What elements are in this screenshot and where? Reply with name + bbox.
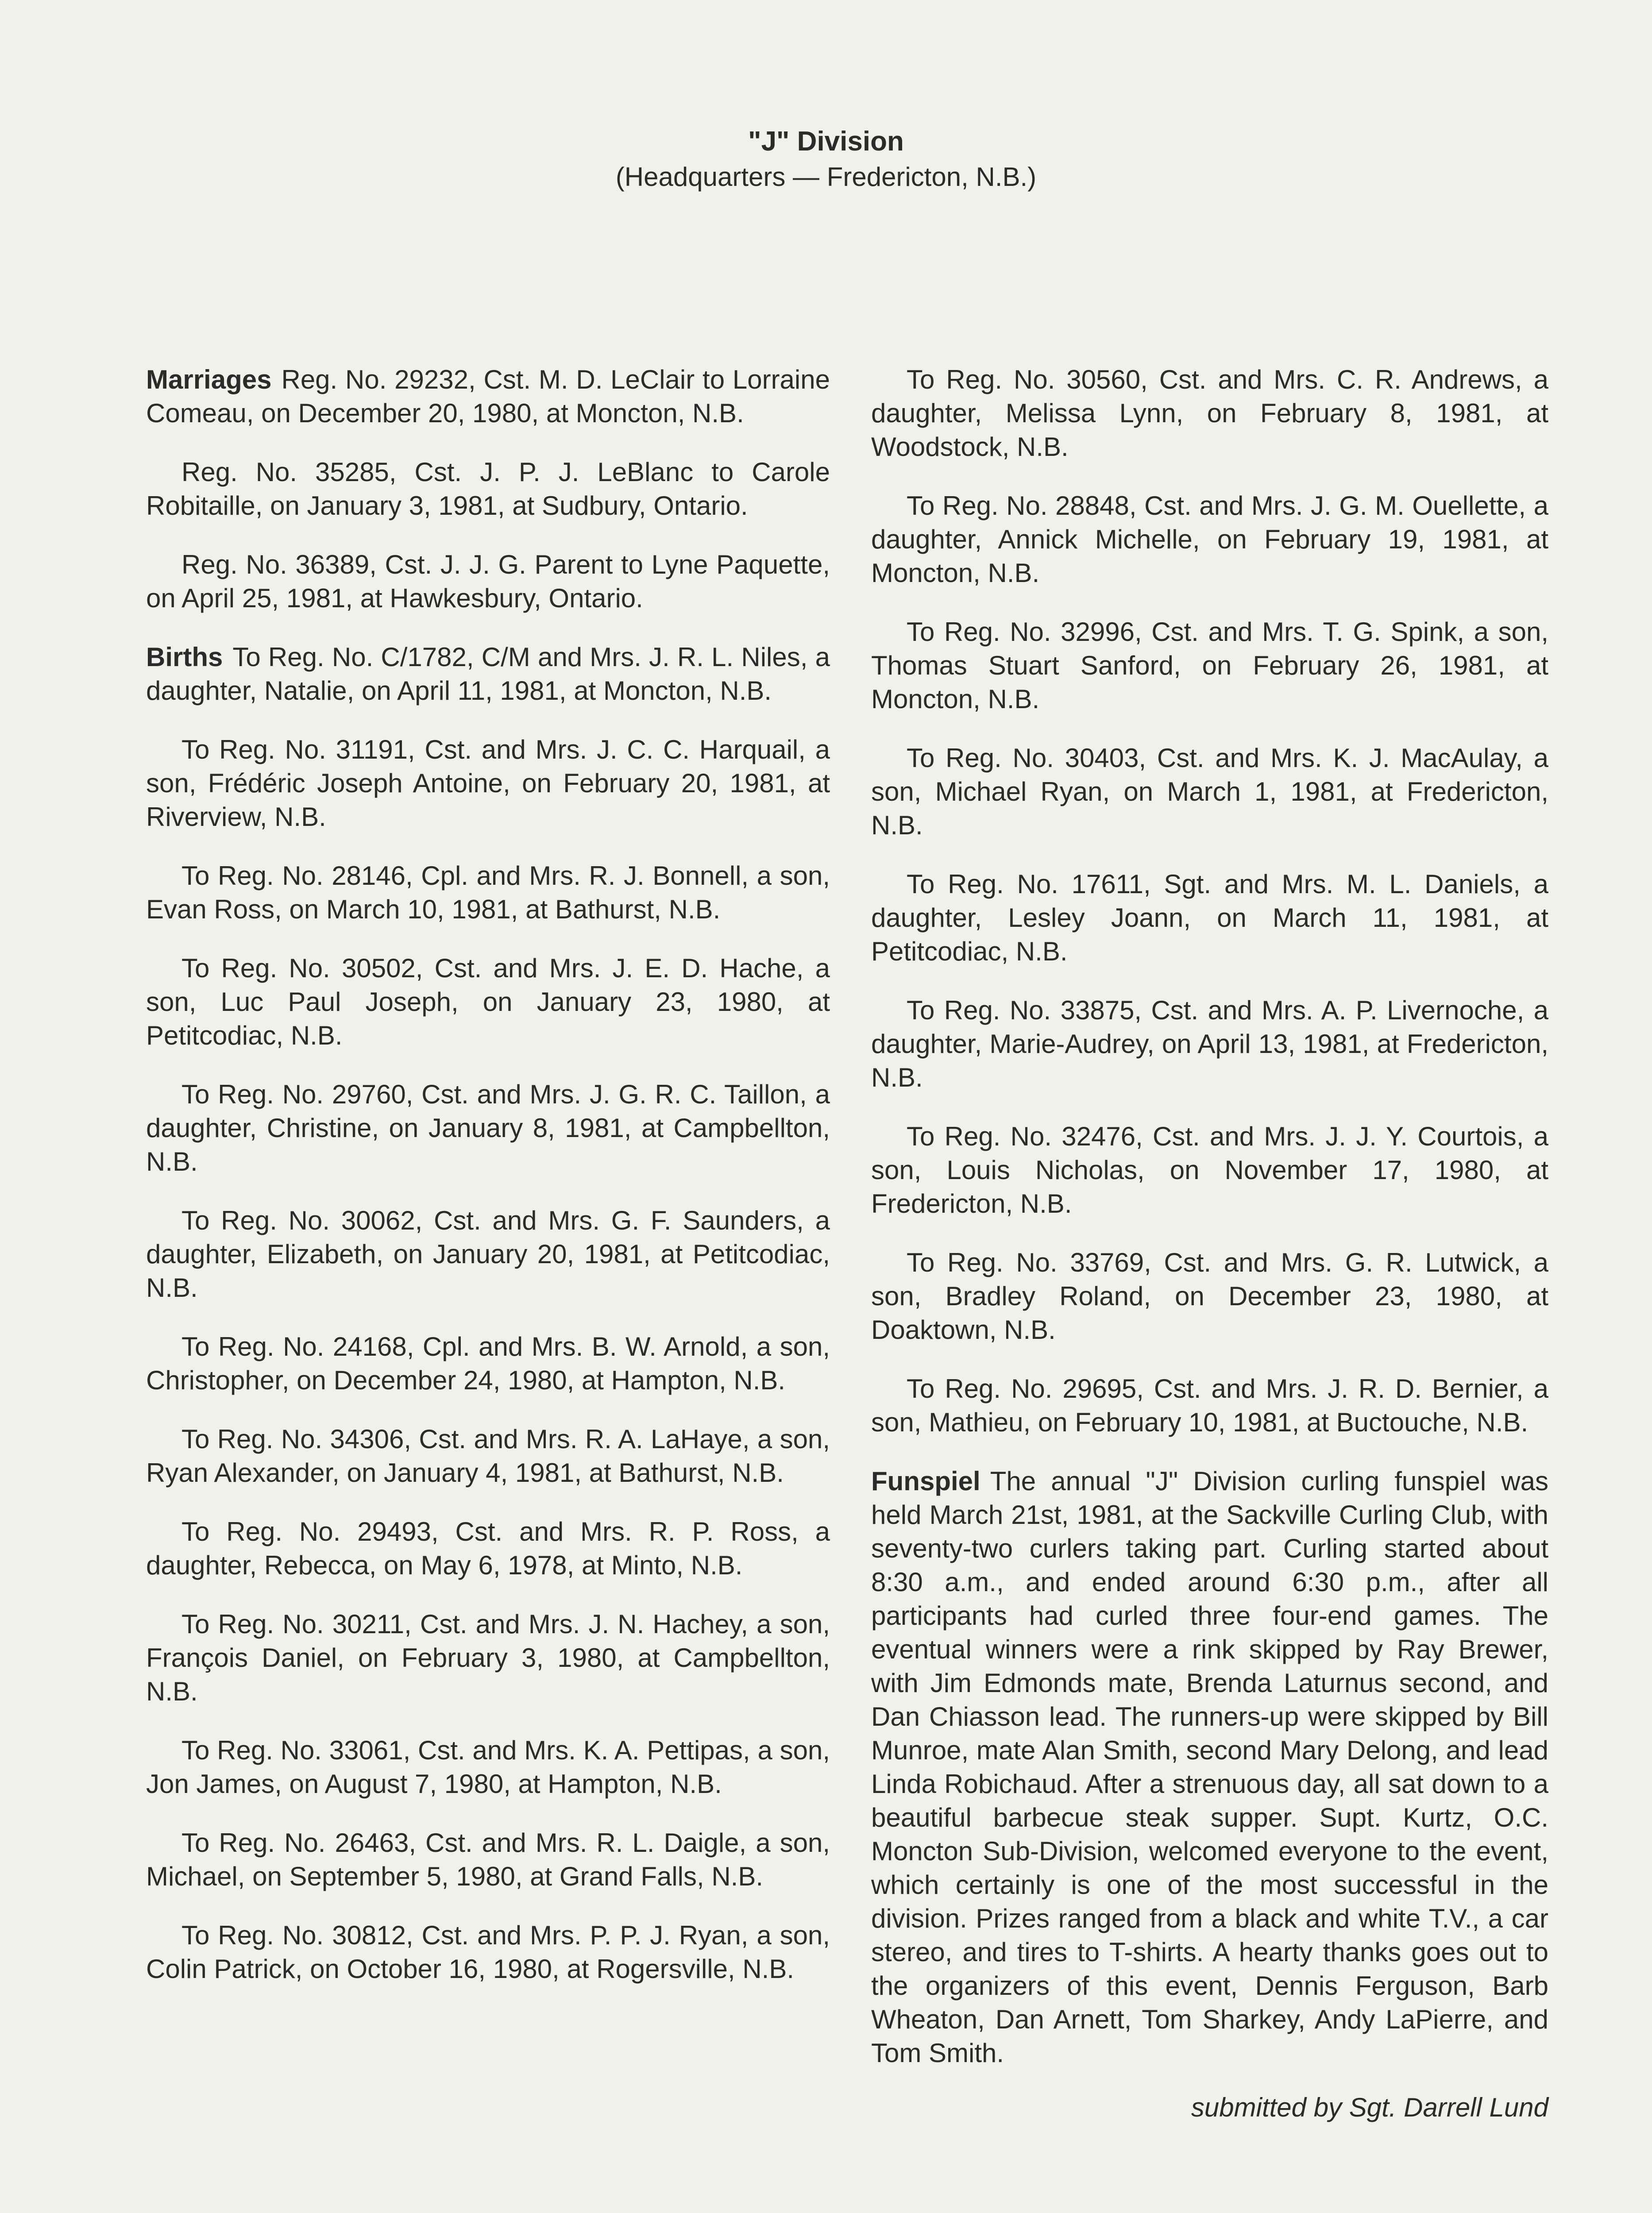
birth-entry: To Reg. No. 31191, Cst. and Mrs. J. C. C. Harquail, a son, Frédéric Joseph Antoine, on February 20, 1981, at Riverview, N.B. bbox=[146, 735, 830, 832]
article-signature: submitted by Sgt. Darrell Lund bbox=[1191, 2093, 1548, 2122]
birth-entry: To Reg. No. 30502, Cst. and Mrs. J. E. D. Hache, a son, Luc Paul Joseph, on January 23, 1980, at Petitcodiac, N.B. bbox=[146, 953, 830, 1050]
births-heading: Births bbox=[146, 642, 223, 672]
birth-entry bbox=[146, 640, 830, 708]
birth-entry: To Reg. No. 30403, Cst. and Mrs. K. J. MacAulay, a son, Michael Ryan, on March 1, 1981, at Fredericton, N.B. bbox=[871, 743, 1548, 840]
birth-entry: To Reg. No. 34306, Cst. and Mrs. R. A. LaHaye, a son, Ryan Alexander, on January 4, 1981, at Bathurst, N.B. bbox=[146, 1424, 830, 1488]
birth-entry: To Reg. No. 30560, Cst. and Mrs. C. R. Andrews, a daughter, Melissa Lynn, on February 8, 1981, at Woodstock, N.B. bbox=[871, 365, 1548, 462]
birth-entry: To Reg. No. 33061, Cst. and Mrs. K. A. Pettipas, a son, Jon James, on August 7, 1980, at Hampton, N.B. bbox=[146, 1735, 830, 1799]
funspiel-article bbox=[871, 1465, 1548, 2070]
funspiel-text: The annual "J" Division curling funspiel was held March 21st, 1981, at the Sackville Curling Club, with seventy-two curlers taking part. Curling started about 8:30 a.m., and ended around 6:30 p.m., after all participants had curled three four-end games. The eventual winners were a rink skipped by Ray Brewer, with Jim Edmonds mate, Brenda Laturnus second, and Dan Chiasson lead. The runners-up were skipped by Bill Munroe, mate Alan Smith, second Mary Delong, and lead Linda Robichaud. After a strenuous day, all sat down to a beautiful barbecue steak supper. Supt. Kurtz, O.C. Moncton Sub-Division, welcomed everyone to the event, which certainly is one of the most successful in the division. Prizes ranged from a black and white T.V., a car stereo, and tires to T-shirts. A hearty thanks goes out to the organizers of this event, Dennis Ferguson, Barb Wheaton, Dan Arnett, Tom Sharkey, Andy LaPierre, and Tom Smith. bbox=[871, 1466, 1548, 2068]
marriage-entry bbox=[146, 363, 830, 430]
division-header bbox=[0, 124, 1652, 195]
marriages-heading: Marriages bbox=[146, 365, 272, 394]
birth-entry: To Reg. No. 33769, Cst. and Mrs. G. R. Lutwick, a son, Bradley Roland, on December 23, 1980, at Doaktown, N.B. bbox=[871, 1248, 1548, 1345]
birth-entry: To Reg. No. 30062, Cst. and Mrs. G. F. Saunders, a daughter, Elizabeth, on January 20, 1981, at Petitcodiac, N.B. bbox=[146, 1206, 830, 1303]
birth-entry: To Reg. No. 24168, Cpl. and Mrs. B. W. Arnold, a son, Christopher, on December 24, 1980, at Hampton, N.B. bbox=[146, 1332, 830, 1395]
birth-entry: To Reg. No. 30211, Cst. and Mrs. J. N. Hachey, a son, François Daniel, on February 3, 1980, at Campbellton, N.B. bbox=[146, 1609, 830, 1706]
birth-entry: To Reg. No. 32996, Cst. and Mrs. T. G. Spink, a son, Thomas Stuart Sanford, on February 26, 1981, at Moncton, N.B. bbox=[871, 617, 1548, 714]
birth-entry: To Reg. No. 28146, Cpl. and Mrs. R. J. Bonnell, a son, Evan Ross, on March 10, 1981, at Bathurst, N.B. bbox=[146, 861, 830, 924]
birth-entry: To Reg. No. 29695, Cst. and Mrs. J. R. D. Bernier, a son, Mathieu, on February 10, 1981, at Buctouche, N.B. bbox=[871, 1374, 1548, 1437]
funspiel-heading: Funspiel bbox=[871, 1466, 980, 1496]
division-subtitle: (Headquarters — Fredericton, N.B.) bbox=[615, 162, 1037, 192]
marriage-entry: Reg. No. 35285, Cst. J. P. J. LeBlanc to Carole Robitaille, on January 3, 1981, at Sudbury, Ontario. bbox=[146, 457, 830, 520]
birth-entry: To Reg. No. 29760, Cst. and Mrs. J. G. R. C. Taillon, a daughter, Christine, on January 8, 1981, at Campbellton, N.B. bbox=[146, 1080, 830, 1176]
marriage-text: Reg. No. 29232, Cst. M. D. LeClair to Lorraine Comeau, on December 20, 1980, at Moncton, N.B. bbox=[146, 365, 830, 428]
birth-entry: To Reg. No. 26463, Cst. and Mrs. R. L. Daigle, a son, Michael, on September 5, 1980, at Grand Falls, N.B. bbox=[146, 1828, 830, 1891]
right-column bbox=[871, 363, 1548, 2151]
birth-entry: To Reg. No. 32476, Cst. and Mrs. J. J. Y. Courtois, a son, Louis Nicholas, on November 17, 1980, at Fredericton, N.B. bbox=[871, 1122, 1548, 1218]
birth-entry: To Reg. No. 29493, Cst. and Mrs. R. P. Ross, a daughter, Rebecca, on May 6, 1978, at Minto, N.B. bbox=[146, 1517, 830, 1580]
birth-text: To Reg. No. C/1782, C/M and Mrs. J. R. L. Niles, a daughter, Natalie, on April 11, 1981, at Moncton, N.B. bbox=[146, 642, 830, 706]
birth-entry: To Reg. No. 33875, Cst. and Mrs. A. P. Livernoche, a daughter, Marie-Audrey, on April 13, 1981, at Fredericton, N.B. bbox=[871, 995, 1548, 1092]
birth-entry: To Reg. No. 17611, Sgt. and Mrs. M. L. Daniels, a daughter, Lesley Joann, on March 11, 1981, at Petitcodiac, N.B. bbox=[871, 869, 1548, 966]
marriage-entry: Reg. No. 36389, Cst. J. J. G. Parent to Lyne Paquette, on April 25, 1981, at Hawkesbury, Ontario. bbox=[146, 550, 830, 613]
birth-entry: To Reg. No. 30812, Cst. and Mrs. P. P. J. Ryan, a son, Colin Patrick, on October 16, 1980, at Rogersville, N.B. bbox=[146, 1920, 830, 1984]
division-title: "J" Division bbox=[748, 126, 904, 157]
left-column bbox=[146, 363, 830, 2011]
birth-entry: To Reg. No. 28848, Cst. and Mrs. J. G. M. Ouellette, a daughter, Annick Michelle, on February 19, 1981, at Moncton, N.B. bbox=[871, 491, 1548, 588]
